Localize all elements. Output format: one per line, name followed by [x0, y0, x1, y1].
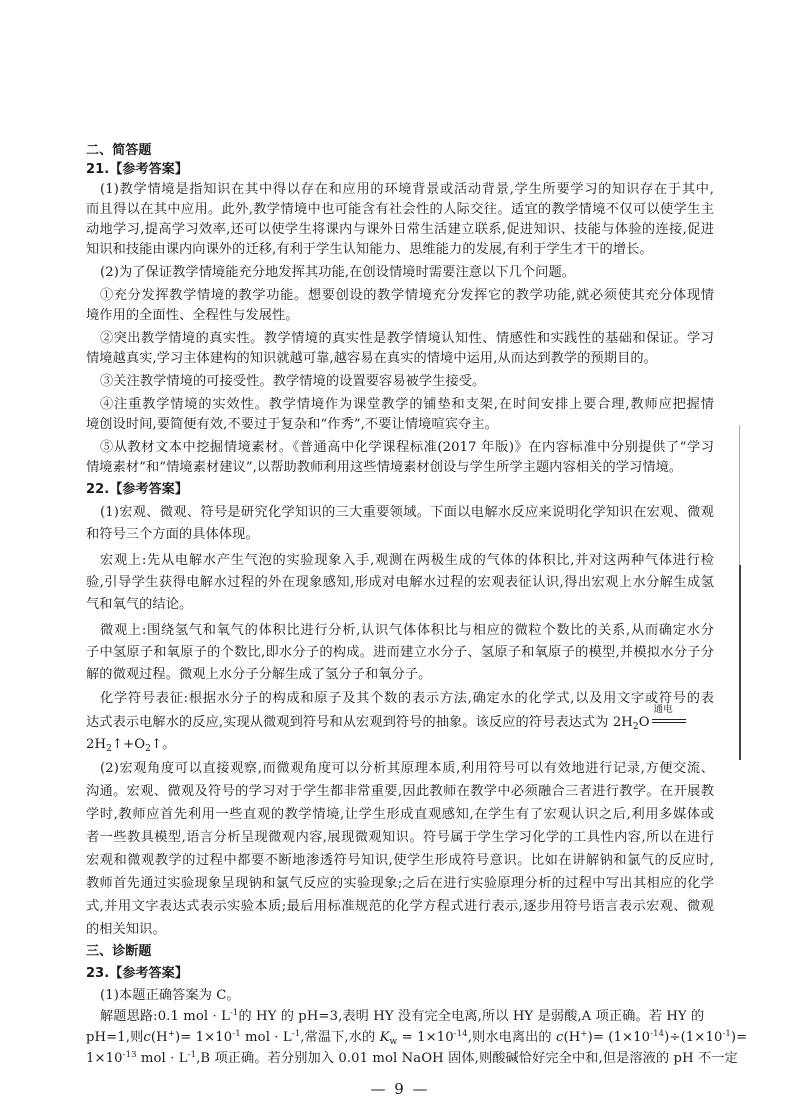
page-number: — 9 —	[370, 1080, 430, 1098]
q21-item1-line1: ①充分发挥教学情境的教学功能。想要创设的教学情境充分发挥它的教学功能,就必须使其充分体现情	[100, 288, 714, 303]
q22-p2-line3: 学时,教师应首先利用一些直观的教学情境,让学生形成直观感知,在学生有了宏观认识之后,利用多媒体或	[86, 807, 714, 822]
q21-item4-line1: ④注重教学情境的实效性。教学情境作为课堂教学的铺垫和支架,在时间安排上要合理,教师应把握情	[100, 397, 714, 412]
q22-macro-line1: 宏观上:先从电解水产生气泡的实验现象入手,观测在两极生成的气体的体积比,并对这两种气体进行检	[100, 553, 714, 568]
q23-label: 23.【参考答案】	[86, 966, 188, 981]
q21-p2: (2)为了保证教学情境能充分地发挥其功能,在创设情境时需要注意以下几个问题。	[100, 265, 576, 280]
q21-item5-line1: ⑤从教材文本中挖掘情境素材。《普通高中化学课程标准(2017 年版)》在内容标准中分别提供了“学习	[100, 440, 714, 455]
scan-edge-line	[739, 425, 740, 565]
equation-products: $2H_2↑+O_2↑$。	[86, 737, 176, 754]
q22-p2-line2: 沟通。宏观、微观及符号的学习对于学生都非常重要,因此教师在教学中必须融合三者进行教学。在开展教	[86, 784, 714, 799]
q21-p1-line3: 动地学习,提高学习效率,还可以使学生将课内与课外日常生活建立联系,促进知识、技能与体验的连接,促进	[86, 222, 714, 237]
scan-edge-line	[739, 565, 741, 760]
q22-macro-line2: 验,引导学生获得电解水过程的外在现象感知,形成对电解水过程的宏观表征认识,得出宏观上水分解生成氢	[86, 575, 714, 590]
q22-micro-line3: 解的微观过程。微观上水分子分解生成了氢分子和氧分子。	[86, 667, 432, 682]
q21-item2-line2: 情境越真实,学习主体建构的知识就越可靠,越容易在真实的情境中运用,从而达到教学的预期目的。	[86, 351, 657, 366]
q22-p1-line2: 和符号三个方面的具体体现。	[86, 527, 259, 542]
q22-symbol-line2-text: 达式表示电解水的反应,实现从微观到符号和从宏观到符号的抽象。该反应的符号表达式为	[86, 715, 609, 730]
q22-p1-line1: (1)宏观、微观、符号是研究化学知识的三大重要领域。下面以电解水反应来说明化学知识在宏观、微观	[100, 505, 714, 520]
q22-symbol-line2	[86, 704, 726, 732]
q21-item3: ③关注教学情境的可接受性。教学情境的设置要容易被学生接受。	[100, 374, 486, 389]
q22-symbol-line1: 化学符号表征:根据水分子的构成和原子及其个数的表示方法,确定水的化学式,以及用文字或符号的表	[100, 691, 714, 706]
equation-condition-equals-sign	[652, 704, 686, 728]
equation-condition-label: 通电	[653, 704, 673, 715]
gas-arrow-icon: ↑	[111, 737, 124, 752]
section-heading-short-answer: 二、简答题	[86, 143, 152, 158]
q22-p2-line5: 宏观和微观教学的过程中都要不断地渗透符号知识,使学生形成符号意识。比如在讲解钠和氯气的反应时,	[86, 853, 714, 868]
q21-p1-line1: (1)教学情境是指知识在其中得以存在和应用的环境背景或活动背景,学生所要学习的知识存在于其中,	[100, 182, 714, 197]
q22-micro-line2: 子中氢原子和氧原子的个数比,即水分子的构成。进而建立水分子、氢原子和氧原子的模型,并模拟水分子分	[86, 645, 714, 660]
q22-p2-line6: 教师首先通过实验现象呈现钠和氯气反应的实验现象;之后在进行实验原理分析的过程中写出其相应的化学	[86, 876, 714, 891]
q22-label: 22.【参考答案】	[86, 482, 188, 497]
q23-line1: 解题思路:0.1 mol · $L^{-1}$的 HY 的 pH=3,表明 HY 没有完全电离,所以 HY 是弱酸,A 项正确。若 HY 的	[100, 1008, 705, 1024]
q22-p2-line1: (2)宏观角度可以直接观察,而微观角度可以分析其原理本质,利用符号可以有效地进行记录,方便交流、	[100, 761, 714, 776]
q21-item2-line1: ②突出教学情境的真实性。教学情境的真实性是教学情境认知性、情感性和实践性的基础和保证。学习	[100, 331, 714, 346]
equation-reactant: $2H_2O$	[612, 715, 650, 732]
q21-p1-line4: 知识和技能由课内向课外的迁移,有利于学生认知能力、思维能力的发展,有利于学生才干的增长。	[86, 242, 653, 257]
section-heading-diagnosis: 三、诊断题	[86, 944, 152, 959]
q23-p1: (1)本题正确答案为 C。	[100, 988, 240, 1003]
q23-line3: $1\times 10^{-13}$ mol · $L^{-1},B$ 项正确。若分别加入 0.01 mol NaOH 固体,则酸碱恰好完全中和,但是溶液的 pH 不一定	[86, 1050, 738, 1066]
q22-p2-line8: 的相关知识。	[86, 922, 166, 937]
q21-item1-line2: 境作用的全面性、全程性与发展性。	[86, 308, 299, 323]
q22-p2-line7: 式,并用文字表达式表示实验本质;最后用标准规范的化学方程式进行表示,逐步用符号语言表示宏观、微观	[86, 899, 714, 914]
q22-macro-line3: 气和氧气的结论。	[86, 597, 193, 612]
gas-arrow-icon: ↑。	[150, 737, 176, 752]
q23-line2: pH=1,则$c(H^+)= 1\times 10^{-1}$ mol · $L^{-1}$,常温下,水的 $K_w = 1\times 10^{-14}$,则水电离出的 $c(H^+)= (1\times 10^{-14})\div(1\times 10^{-1})=$	[86, 1029, 748, 1047]
q22-p2-line4: 者一些教具模型,语言分析呈现微观内容,展现微观知识。符号属于学生学习化学的工具性内容,所以在进行	[86, 830, 714, 845]
q21-item5-line2: 情境素材”和“情境素材建议”,以帮助教师利用这些情境素材创设与学生所学主题内容相关的学习情境。	[86, 460, 683, 475]
q21-label: 21.【参考答案】	[86, 162, 188, 177]
q21-p1-line2: 而且得以在其中应用。此外,教学情境中也可能含有社会性的人际交往。适宜的教学情境不仅可以使学生主	[86, 202, 714, 217]
q22-micro-line1: 微观上:围绕氢气和氧气的体积比进行分析,认识气体体积比与相应的微粒个数比的关系,从而确定水分	[100, 623, 714, 638]
q21-item4-line2: 境创设时间,要简便有效,不要过于复杂和“作秀”,不要让情境喧宾夺主。	[86, 417, 498, 432]
